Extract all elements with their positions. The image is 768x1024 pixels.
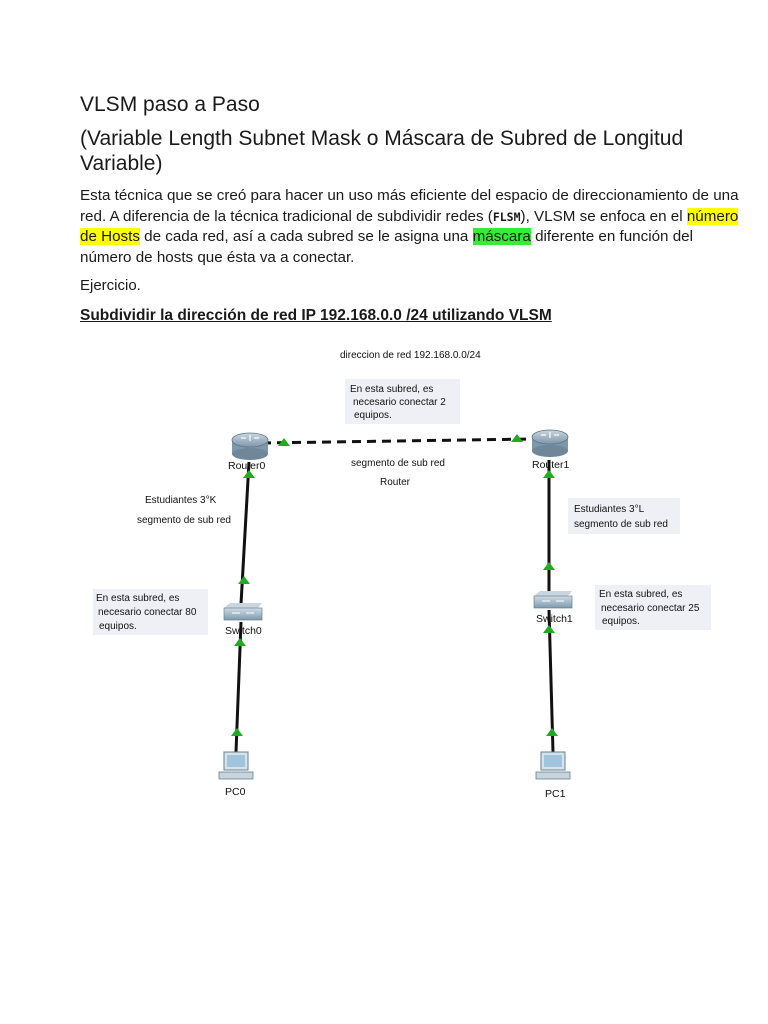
- para-text-2: ), VLSM se enfoca en el: [520, 207, 687, 225]
- section-title: Subdividir la dirección de red IP 192.168.0.0 /24 utilizando VLSM: [80, 307, 552, 324]
- left-segment-label: Estudiantes 3°K: [145, 495, 217, 506]
- left-note-line2: necesario conectar 80: [98, 607, 197, 618]
- network-address-label: direccion de red 192.168.0.0/24: [340, 350, 481, 361]
- router1-icon[interactable]: [532, 430, 568, 457]
- exercise-label: Ejercicio.: [80, 277, 141, 294]
- para-text-3: de cada red, así a cada subred se le asigna una: [139, 228, 473, 245]
- top-note-line1: En esta subred, es: [350, 384, 434, 395]
- page-title: VLSM paso a Paso: [80, 93, 260, 116]
- router-link-sublabel: Router: [380, 477, 411, 488]
- switch1-icon[interactable]: [534, 591, 572, 608]
- switch0-icon[interactable]: [224, 603, 262, 620]
- para-text-1: Esta técnica que se creó para hacer un uso más eficiente del espacio de direccionamiento de una red. A diferencia de la técnica tradicional de subdividir redes (: [80, 187, 739, 225]
- right-note-line2: necesario conectar 25: [601, 603, 700, 614]
- right-segment-label: Estudiantes 3°L: [574, 504, 645, 515]
- link-indicator-icon: [238, 576, 250, 584]
- router-link-line: [262, 439, 532, 443]
- pc0-label: PC0: [225, 786, 246, 798]
- top-note-line2: necesario conectar 2: [353, 397, 446, 408]
- highlight-hosts: número de Hosts: [80, 207, 739, 245]
- router0-icon[interactable]: [232, 433, 268, 460]
- router-link-label: segmento de sub red: [351, 458, 445, 469]
- link-indicator-icon: [231, 728, 243, 736]
- router1-label: Router1: [532, 459, 570, 471]
- pc1-label: PC1: [545, 788, 566, 800]
- page-subtitle: (Variable Length Subnet Mask o Máscara de Subred de Longitud Variable): [80, 127, 684, 175]
- link-indicator-icon: [543, 625, 555, 633]
- top-note-line3: equipos.: [354, 410, 392, 421]
- switch1-label: Switch1: [536, 613, 573, 625]
- pc0-icon[interactable]: [219, 752, 253, 779]
- switch0-label: Switch0: [225, 625, 262, 637]
- link-indicator-icon: [543, 562, 555, 570]
- left-note-line1: En esta subred, es: [96, 593, 180, 604]
- left-note-line3: equipos.: [99, 621, 137, 632]
- left-segment-label2: segmento de sub red: [137, 515, 231, 526]
- router0-label: Router0: [228, 460, 266, 472]
- right-segment-label2: segmento de sub red: [574, 519, 668, 530]
- pc1-icon[interactable]: [536, 752, 570, 779]
- para-text-4: diferente en función del número de hosts que ésta va a conectar.: [80, 228, 693, 266]
- link-indicator-icon: [543, 470, 555, 478]
- highlight-mascara: máscara: [472, 228, 531, 245]
- right-note-line3: equipos.: [602, 616, 640, 627]
- right-note-line1: En esta subred, es: [599, 589, 683, 600]
- flsm-term: FLSM: [492, 209, 521, 224]
- link-indicator-icon: [234, 638, 246, 646]
- link-indicator-icon: [546, 728, 558, 736]
